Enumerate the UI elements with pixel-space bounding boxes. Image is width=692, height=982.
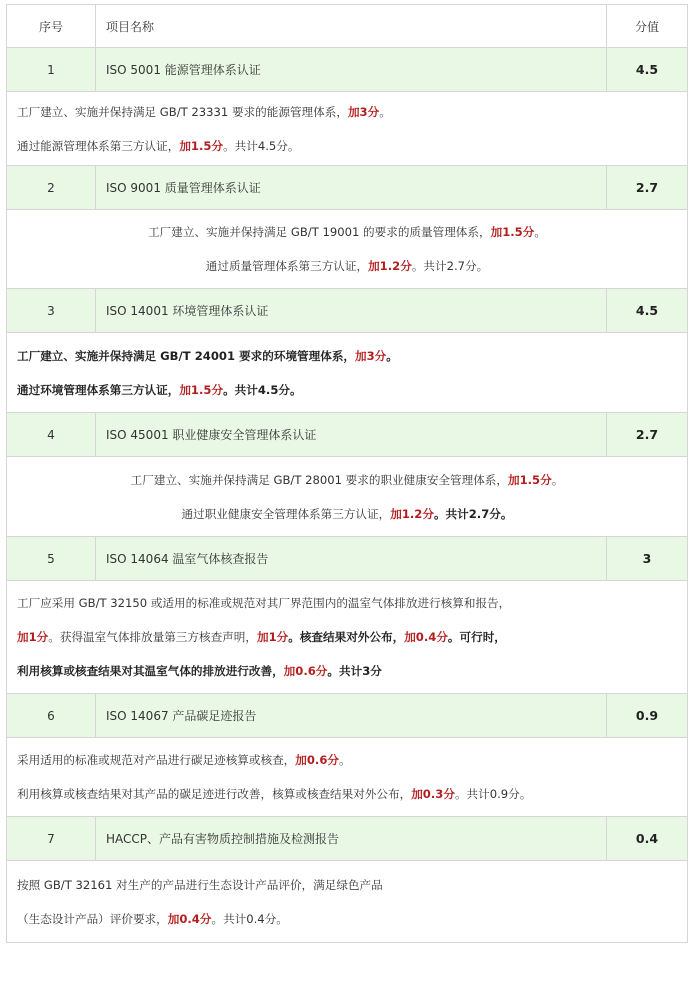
text: 通过职业健康安全管理体系第三方认证， [181,506,391,521]
text: 工厂建立、实施并保持满足 GB/T 28001 要求的职业健康安全管理体系， [130,472,508,487]
points-highlight: 加1分 [17,630,49,644]
description-row [7,92,688,166]
points-highlight: 加0.6分 [295,753,339,767]
description-line [17,382,677,398]
points-highlight: 加0.4分 [167,911,212,926]
description-cell [7,738,688,817]
item-name: HACCP、产品有害物质控制措施及检测报告 [96,817,607,861]
table-row [7,48,688,92]
description-row [7,861,688,943]
description-row [7,333,688,413]
item-score: 2.7 [607,166,688,210]
points-highlight: 加1.5分 [179,138,224,153]
description-line [17,258,677,274]
scoring-table [6,4,688,943]
description-cell [7,581,688,694]
item-name: ISO 14064 温室气体核查报告 [96,537,607,581]
item-score: 2.7 [607,413,688,457]
points-highlight: 加3分 [355,348,387,363]
item-score: 0.4 [607,817,688,861]
table-row [7,817,688,861]
item-name: ISO 14001 环境管理体系认证 [96,289,607,333]
description-line [17,786,677,802]
item-name: ISO 45001 职业健康安全管理体系认证 [96,413,607,457]
text: 。共计4.5分。 [223,138,300,153]
text: 工厂应采用 GB/T 32150 或适用的标准或规范对其厂界范围内的温室气体排放进行核算和报告， [17,596,511,610]
points-highlight: 加0.6分 [283,664,328,678]
text: 。共计2.7分。 [411,259,489,273]
item-score: 0.9 [607,694,688,738]
item-no: 1 [7,48,96,92]
table-row [7,413,688,457]
item-name: ISO 14067 产品碳足迹报告 [96,694,607,738]
item-no: 6 [7,694,96,738]
item-no: 7 [7,817,96,861]
header-no: 序号 [7,5,96,48]
text: （生态设计产品）评价要求， [17,911,168,926]
table-row [7,289,688,333]
text: 通过能源管理体系第三方认证， [17,138,180,153]
text: 利用核算或核查结果对其温室气体的排放进行改善， [17,664,284,678]
points-highlight: 加1.2分 [390,506,434,521]
text: 。共计2.7分。 [433,506,513,521]
text: 。共计0.4分。 [211,911,288,926]
table-header-row [7,5,688,48]
points-highlight: 加3分 [347,104,380,119]
header-name: 项目名称 [96,5,607,48]
item-no: 5 [7,537,96,581]
points-highlight: 加1.5分 [179,382,224,397]
table-row [7,537,688,581]
description-line [17,629,677,645]
points-highlight: 加1分 [256,630,289,644]
text: 。共计4.5分。 [223,382,302,397]
item-no: 4 [7,413,96,457]
description-cell [7,92,688,166]
table-row [7,166,688,210]
text: 。核查结果对外公布， [288,630,405,644]
table-row [7,694,688,738]
description-line [17,506,677,522]
item-no: 3 [7,289,96,333]
description-line: 工厂建立、实施并保持满足 GB/T 24001 要求的环境管理体系，加3分。 [17,348,398,363]
text: 工厂建立、实施并保持满足 GB/T 24001 要求的环境管理体系， [17,348,356,363]
text: 工厂建立、实施并保持满足 GB/T 23331 要求的能源管理体系， [17,104,348,119]
text: 工厂建立、实施并保持满足 GB/T 19001 的要求的质量管理体系， [148,225,491,239]
item-score: 4.5 [607,48,688,92]
description-line [17,663,677,679]
description-cell [7,861,688,943]
description-line [17,138,677,154]
item-score: 3 [607,537,688,581]
description-row [7,210,688,289]
text: 。共计0.9分。 [454,787,532,801]
text: 。获得温室气体排放量第三方核查声明， [48,630,257,644]
description-line: 工厂建立、实施并保持满足 GB/T 28001 要求的职业健康安全管理体系，加1.5分。 [130,472,564,487]
text: 。共计3分 [327,664,382,678]
description-row [7,581,688,694]
item-name: ISO 9001 质量管理体系认证 [96,166,607,210]
description-cell [7,333,688,413]
points-highlight: 加1.5分 [507,472,552,487]
text: 通过质量管理体系第三方认证， [205,259,369,273]
description-line [17,877,677,893]
description-cell [7,457,688,537]
description-line [17,595,677,611]
description-line: 采用适用的标准或规范对产品进行碳足迹核算或核查，加0.6分。 [17,753,351,767]
points-highlight: 加1.5分 [490,225,535,239]
points-highlight: 加0.3分 [411,787,455,801]
description-row [7,457,688,537]
points-highlight: 加1.2分 [368,259,412,273]
text: 采用适用的标准或规范对产品进行碳足迹核算或核查， [17,753,296,767]
text: 利用核算或核查结果对其产品的碳足迹进行改善，核算或核查结果对外公布， [17,787,412,801]
item-score: 4.5 [607,289,688,333]
description-row [7,738,688,817]
description-line [17,911,677,927]
description-line: 工厂建立、实施并保持满足 GB/T 23331 要求的能源管理体系，加3分。 [17,104,391,119]
description-line: 工厂建立、实施并保持满足 GB/T 19001 的要求的质量管理体系，加1.5分。 [148,225,546,239]
text: 通过环境管理体系第三方认证， [17,382,180,397]
item-no: 2 [7,166,96,210]
text: 。可行时， [447,630,506,644]
description-cell [7,210,688,289]
item-name: ISO 5001 能源管理体系认证 [96,48,607,92]
header-score: 分值 [607,5,688,48]
points-highlight: 加0.4分 [404,630,448,644]
text: 按照 GB/T 32161 对生产的产品进行生态设计产品评价，满足绿色产品 [17,877,383,892]
